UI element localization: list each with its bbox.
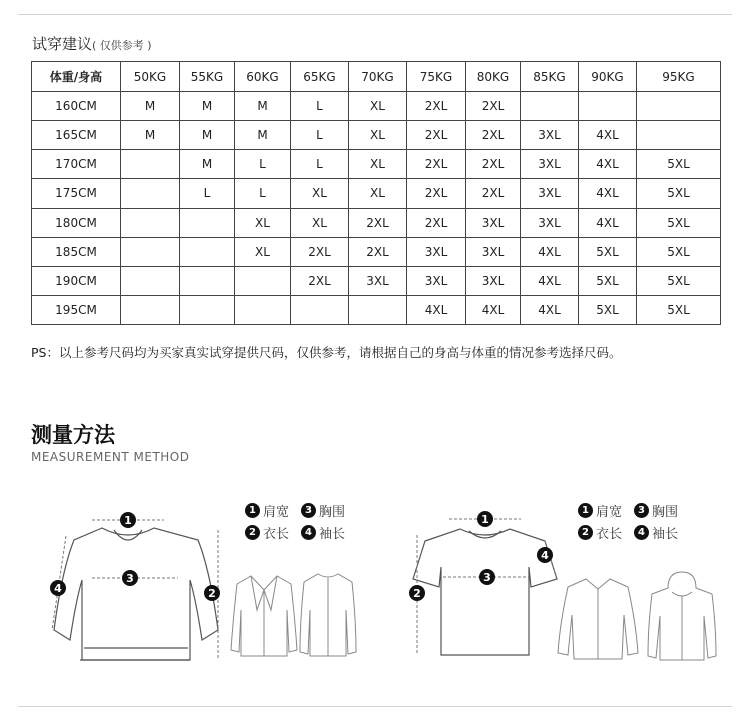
size-cell: 2XL [466, 92, 521, 121]
weight-column-header: 80KG [466, 62, 521, 92]
weight-column-header: 85KG [521, 62, 579, 92]
size-cell: 3XL [466, 237, 521, 266]
size-cell: 5XL [579, 295, 637, 324]
legend-left [245, 499, 345, 543]
size-cell: M [235, 121, 291, 150]
size-cell [180, 295, 235, 324]
marker-1-label: 1 [481, 513, 489, 526]
table-row [32, 237, 721, 266]
shirt-sketch [556, 575, 640, 661]
size-cell: M [180, 92, 235, 121]
size-cell: M [180, 150, 235, 179]
size-cell: L [235, 150, 291, 179]
size-cell: 2XL [407, 150, 466, 179]
size-cell: 4XL [407, 295, 466, 324]
legend-right-sleeve: 袖长 [652, 526, 679, 542]
tshirt-measure-diagram [405, 505, 565, 665]
ps-note: PS：以上参考尺码均为买家真实试穿提供尺码，仅供参考，请根据自己的身高与体重的情况参考选择尺码。 [31, 345, 622, 360]
size-cell: 4XL [579, 208, 637, 237]
size-cell: L [291, 150, 349, 179]
size-cell: 5XL [637, 295, 721, 324]
legend-right-length: 衣长 [596, 526, 623, 542]
bottom-divider [18, 706, 732, 707]
height-row-header: 185CM [32, 237, 121, 266]
weight-column-header: 75KG [407, 62, 466, 92]
table-row [32, 92, 721, 121]
legend-left-length: 衣长 [263, 526, 290, 542]
size-cell: 3XL [521, 208, 579, 237]
size-cell: 2XL [466, 121, 521, 150]
size-cell: 2XL [407, 179, 466, 208]
marker-2-label: 2 [413, 587, 421, 600]
marker-1-label: 1 [124, 514, 132, 527]
height-row-header: 175CM [32, 179, 121, 208]
size-cell: 4XL [466, 295, 521, 324]
size-cell: 5XL [579, 237, 637, 266]
legend-left-sleeve: 袖长 [319, 526, 346, 542]
size-cell: M [121, 92, 180, 121]
size-cell: 4XL [579, 150, 637, 179]
legend-left-num-4: 4 [301, 525, 316, 540]
size-cell [121, 208, 180, 237]
marker-3-label: 3 [483, 571, 491, 584]
weight-column-header: 55KG [180, 62, 235, 92]
weight-column-header: 90KG [579, 62, 637, 92]
size-cell: 3XL [407, 237, 466, 266]
size-cell: 5XL [637, 237, 721, 266]
size-cell: 4XL [521, 266, 579, 295]
size-cell: XL [349, 150, 407, 179]
legend-right-num-2: 2 [578, 525, 593, 540]
size-advice-title: 试穿建议 [32, 35, 93, 53]
table-row [32, 295, 721, 324]
table-row [32, 179, 721, 208]
size-table [31, 61, 721, 325]
size-cell: 5XL [637, 208, 721, 237]
top-divider [18, 14, 732, 15]
size-cell: XL [349, 179, 407, 208]
size-cell [235, 295, 291, 324]
size-cell [349, 295, 407, 324]
marker-2-label: 2 [208, 587, 216, 600]
size-cell [235, 266, 291, 295]
size-cell: 5XL [637, 150, 721, 179]
size-cell: 2XL [407, 208, 466, 237]
size-cell: 3XL [521, 121, 579, 150]
size-cell: 3XL [349, 266, 407, 295]
size-advice-note: ( 仅供参考 ) [92, 39, 152, 52]
legend-left-num-2: 2 [245, 525, 260, 540]
size-cell: 3XL [521, 150, 579, 179]
size-cell: 5XL [579, 266, 637, 295]
size-cell: 3XL [521, 179, 579, 208]
size-cell: 5XL [637, 266, 721, 295]
size-cell: XL [291, 179, 349, 208]
size-cell: M [180, 121, 235, 150]
size-cell: L [235, 179, 291, 208]
table-row [32, 150, 721, 179]
size-cell [637, 121, 721, 150]
size-cell: XL [291, 208, 349, 237]
sweater-measure-diagram [40, 500, 230, 675]
size-cell [121, 150, 180, 179]
marker-3-label: 3 [126, 572, 134, 585]
weight-column-header: 95KG [637, 62, 721, 92]
size-cell: L [180, 179, 235, 208]
size-cell [121, 295, 180, 324]
size-cell: 2XL [349, 237, 407, 266]
size-cell: XL [349, 92, 407, 121]
height-row-header: 190CM [32, 266, 121, 295]
legend-left-chest: 胸围 [319, 504, 346, 520]
size-cell: 2XL [407, 92, 466, 121]
size-cell: 2XL [466, 179, 521, 208]
size-cell [121, 179, 180, 208]
size-cell: XL [349, 121, 407, 150]
size-cell: 2XL [349, 208, 407, 237]
legend-right-chest: 胸围 [652, 504, 679, 520]
marker-4-label: 4 [54, 582, 62, 595]
height-row-header: 165CM [32, 121, 121, 150]
size-cell [180, 237, 235, 266]
height-row-header: 170CM [32, 150, 121, 179]
size-cell: 4XL [579, 121, 637, 150]
height-row-header: 195CM [32, 295, 121, 324]
size-cell: 2XL [291, 237, 349, 266]
height-row-header: 180CM [32, 208, 121, 237]
size-cell [180, 208, 235, 237]
measurement-subtitle: MEASUREMENT METHOD [31, 450, 190, 464]
size-cell: L [291, 121, 349, 150]
size-cell: M [121, 121, 180, 150]
jacket-sketch [298, 570, 358, 660]
size-cell: 3XL [466, 266, 521, 295]
size-cell: 3XL [466, 208, 521, 237]
size-cell [291, 295, 349, 324]
size-cell: 4XL [521, 295, 579, 324]
size-cell [521, 92, 579, 121]
size-cell: L [291, 92, 349, 121]
weight-column-header: 50KG [121, 62, 180, 92]
measurement-title: 测量方法 [31, 423, 115, 447]
size-cell: M [235, 92, 291, 121]
weight-column-header: 60KG [235, 62, 291, 92]
height-row-header: 160CM [32, 92, 121, 121]
legend-right-shoulder: 肩宽 [596, 504, 623, 520]
table-row [32, 266, 721, 295]
size-cell: XL [235, 237, 291, 266]
size-cell [180, 266, 235, 295]
size-cell: XL [235, 208, 291, 237]
legend-right [578, 499, 678, 543]
size-cell [121, 237, 180, 266]
size-cell: 5XL [637, 179, 721, 208]
table-header-row [32, 62, 721, 92]
weight-column-header: 70KG [349, 62, 407, 92]
size-cell: 4XL [521, 237, 579, 266]
hoodie-sketch [646, 570, 718, 662]
table-row [32, 121, 721, 150]
size-advice-heading [32, 33, 152, 54]
size-cell [579, 92, 637, 121]
legend-left-num-3: 3 [301, 503, 316, 518]
weight-column-header: 65KG [291, 62, 349, 92]
legend-right-num-4: 4 [634, 525, 649, 540]
table-row [32, 208, 721, 237]
size-cell [121, 266, 180, 295]
table-corner-header: 体重/身高 [32, 62, 121, 92]
blazer-sketch [229, 570, 299, 660]
size-cell: 2XL [466, 150, 521, 179]
legend-right-num-3: 3 [634, 503, 649, 518]
size-cell: 2XL [291, 266, 349, 295]
size-cell: 4XL [579, 179, 637, 208]
size-cell: 3XL [407, 266, 466, 295]
marker-4-label: 4 [541, 549, 549, 562]
legend-right-num-1: 1 [578, 503, 593, 518]
legend-left-num-1: 1 [245, 503, 260, 518]
legend-left-shoulder: 肩宽 [263, 504, 290, 520]
size-cell: 2XL [407, 121, 466, 150]
size-cell [637, 92, 721, 121]
